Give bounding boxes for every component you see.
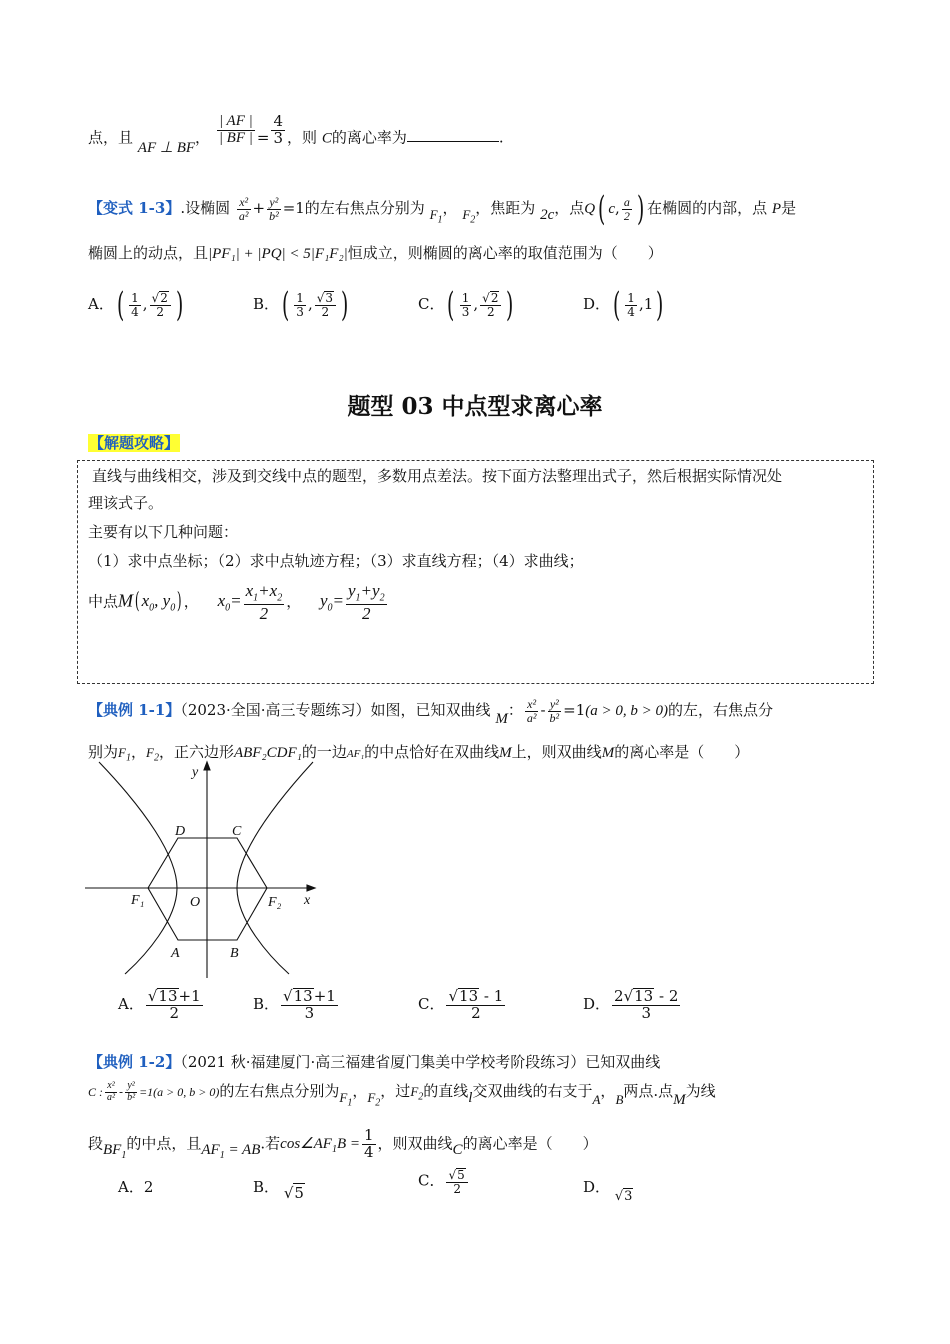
strategy-line-2: 理该式子。: [88, 494, 164, 512]
label-x: x: [304, 893, 311, 908]
option-a[interactable]: A．2: [118, 1178, 154, 1196]
left-branch: [99, 762, 177, 974]
text: .: [498, 128, 504, 147]
option-b[interactable]: B． $\frac{√13+1}{3}$: [253, 987, 336, 1022]
ratio-fraction: $\frac{| AF |}{| BF |}$: [218, 113, 253, 146]
option-a[interactable]: A． $\frac{√13+1}{2}$: [118, 987, 201, 1022]
point-p: P: [771, 201, 782, 217]
option-d[interactable]: D． $\frac{2√13 - 2}{3}$: [583, 987, 679, 1022]
section-title: 题型 03 中点型求离心率: [347, 393, 603, 420]
text: 是: [781, 199, 797, 217]
option-b[interactable]: B． √5: [253, 1178, 304, 1202]
option-c[interactable]: C． $\frac{√13 - 1}{2}$: [418, 987, 504, 1022]
focal-distance: 2c: [540, 207, 555, 223]
ellipse-x-term: $\frac{\text{x²}}{\text{a²}}$: [238, 194, 249, 223]
text: 恒成立，则椭圆的离心率的取值范围为（ ）: [347, 244, 663, 262]
y-axis-arrow: [204, 762, 210, 770]
text: 在椭圆的内部，点: [647, 199, 768, 217]
strategy-line-5: 中点M( $x_0$, $y_0$) ， $x_0=$ $\frac{x_1+x_2}{2}$ ， $y_0=$ $\frac{y_1+y_2}{2}$: [88, 581, 385, 623]
value-fraction: $\frac{4}{3}$: [273, 112, 284, 147]
text: =1的左右焦点分别为: [282, 199, 425, 217]
curve-c: C: [321, 130, 332, 147]
variant-tag: 【变式 1-3】: [88, 199, 181, 217]
text: 的左，右焦点分: [668, 701, 774, 720]
hyperbola-m: M: [495, 711, 508, 728]
option-b[interactable]: B．( $\frac{1}{3}$ , $\frac{√3}{2}$ ): [253, 285, 349, 325]
example-1-1-line2: 别为$F_1$，$F_2$，正六边形ABF₂CDF₁的一边AF₁的中点恰好在双曲线M上，则双曲线M的离心率是（ ）: [88, 743, 750, 764]
example-1-2-line3: 段$BF_1$的中点，且$AF_1$ = AB.若$\cos\angle AF_1B$ = $\frac{1}{4}$ ，则双曲线C的离心率是（ ）: [88, 1126, 598, 1162]
label-f2: F₂: [268, 895, 282, 910]
variant-1-3-line1: 【变式 1-3】.设椭圆 $\frac{\text{x²}}{\text{a²}}$ + $\frac{\text{y²}}{\text{b²}}$ =1的左右焦点分别为 $F_1$， $F_2$，焦距为 2c，点Q( c, $\frac{a}{2}$ ) 在椭圆的内部，点 P是: [88, 189, 797, 229]
text: ，焦距为: [475, 199, 536, 217]
text: ，点: [554, 199, 585, 217]
example-1-2-line1: [88, 1051, 660, 1072]
example-tag: 【典例 1-1】: [88, 701, 181, 720]
label-y: y: [192, 765, 199, 780]
text: 中点: [88, 592, 119, 611]
label-f1: F₁: [131, 893, 145, 908]
top-question-line: [88, 112, 504, 157]
option-d[interactable]: D．( $\frac{1}{4}$ ,1): [583, 285, 664, 325]
text: 点，且: [88, 128, 134, 147]
point-q: Q: [584, 201, 596, 217]
text: （2021 秋·福建厦门·高三福建省厦门集美中学校考阶段练习）已知双曲线: [180, 1053, 661, 1071]
inequality: |PF₁| + |PQ| < 5|F₁F₂|: [208, 246, 348, 262]
x-axis-arrow: [307, 885, 315, 891]
option-c[interactable]: C． $\frac{√5}{2}$: [418, 1168, 470, 1195]
label-b: B: [230, 946, 239, 961]
label-a: A: [171, 946, 180, 961]
text: （2023·全国·高三专题练习）如图，已知双曲线: [180, 701, 491, 720]
example-tag: 【典例 1-2】: [88, 1053, 181, 1071]
variant-1-3-line2: [88, 242, 663, 263]
option-c[interactable]: C．( $\frac{1}{3}$ , $\frac{√2}{2}$ ): [418, 285, 514, 325]
strategy-tag: 【解题攻略】: [89, 434, 180, 452]
example-1-1-line1: 【典例 1-1】（2023·全国·高三专题练习）如图，已知双曲线 M： $\frac{\text{x²}}{\text{a²}}$ - $\frac{\text{y²}}{\text{b²}}$ =1(a > 0, b > 0)的左，右焦点分: [88, 697, 774, 728]
label-o: O: [190, 895, 201, 910]
perp-expression: AF ⊥ BF: [137, 140, 196, 157]
text: =: [256, 128, 270, 147]
hyperbola-figure: [85, 760, 325, 982]
right-branch: [237, 762, 313, 974]
strategy-line-4: （1）求中点坐标；（2）求中点轨迹方程；（3）求直线方程；（4）求曲线；: [88, 552, 584, 570]
text: ，: [195, 128, 211, 147]
label-d: D: [175, 824, 186, 839]
variant-1-3-options: [88, 278, 788, 324]
strategy-line-3: 主要有以下几种问题：: [88, 523, 239, 541]
ellipse-y-term: $\frac{\text{y²}}{\text{b²}}$: [269, 194, 279, 223]
text: 椭圆上的动点，且: [88, 244, 209, 262]
label-c: C: [232, 824, 242, 839]
example-1-2-options: [118, 1166, 718, 1210]
option-a[interactable]: A．( $\frac{1}{4}$ , $\frac{√2}{2}$ ): [88, 285, 184, 325]
option-d[interactable]: D． √3: [583, 1178, 633, 1204]
text: 的离心率为: [331, 128, 407, 147]
text: .设椭圆: [180, 199, 231, 217]
example-1-1-options: [118, 984, 718, 1028]
text: ，则: [287, 128, 318, 147]
example-1-2-line2: C : $\frac{\text{x²}}{\text{a²}}$ - $\frac{\text{y²}}{\text{b²}}$ =1(a > 0, b > 0)的左右焦点分别为$F_1$，$F_2$，过$F_2$的直线l交双曲线的右支于A，B两点.点M为线: [88, 1080, 716, 1109]
strategy-line-1: 直线与曲线相交，涉及到交线中点的题型，多数用点差法。按下面方法整理出式子，然后根据实际情况处: [92, 467, 783, 485]
strategy-box: [77, 460, 874, 684]
answer-blank[interactable]: [407, 127, 499, 142]
